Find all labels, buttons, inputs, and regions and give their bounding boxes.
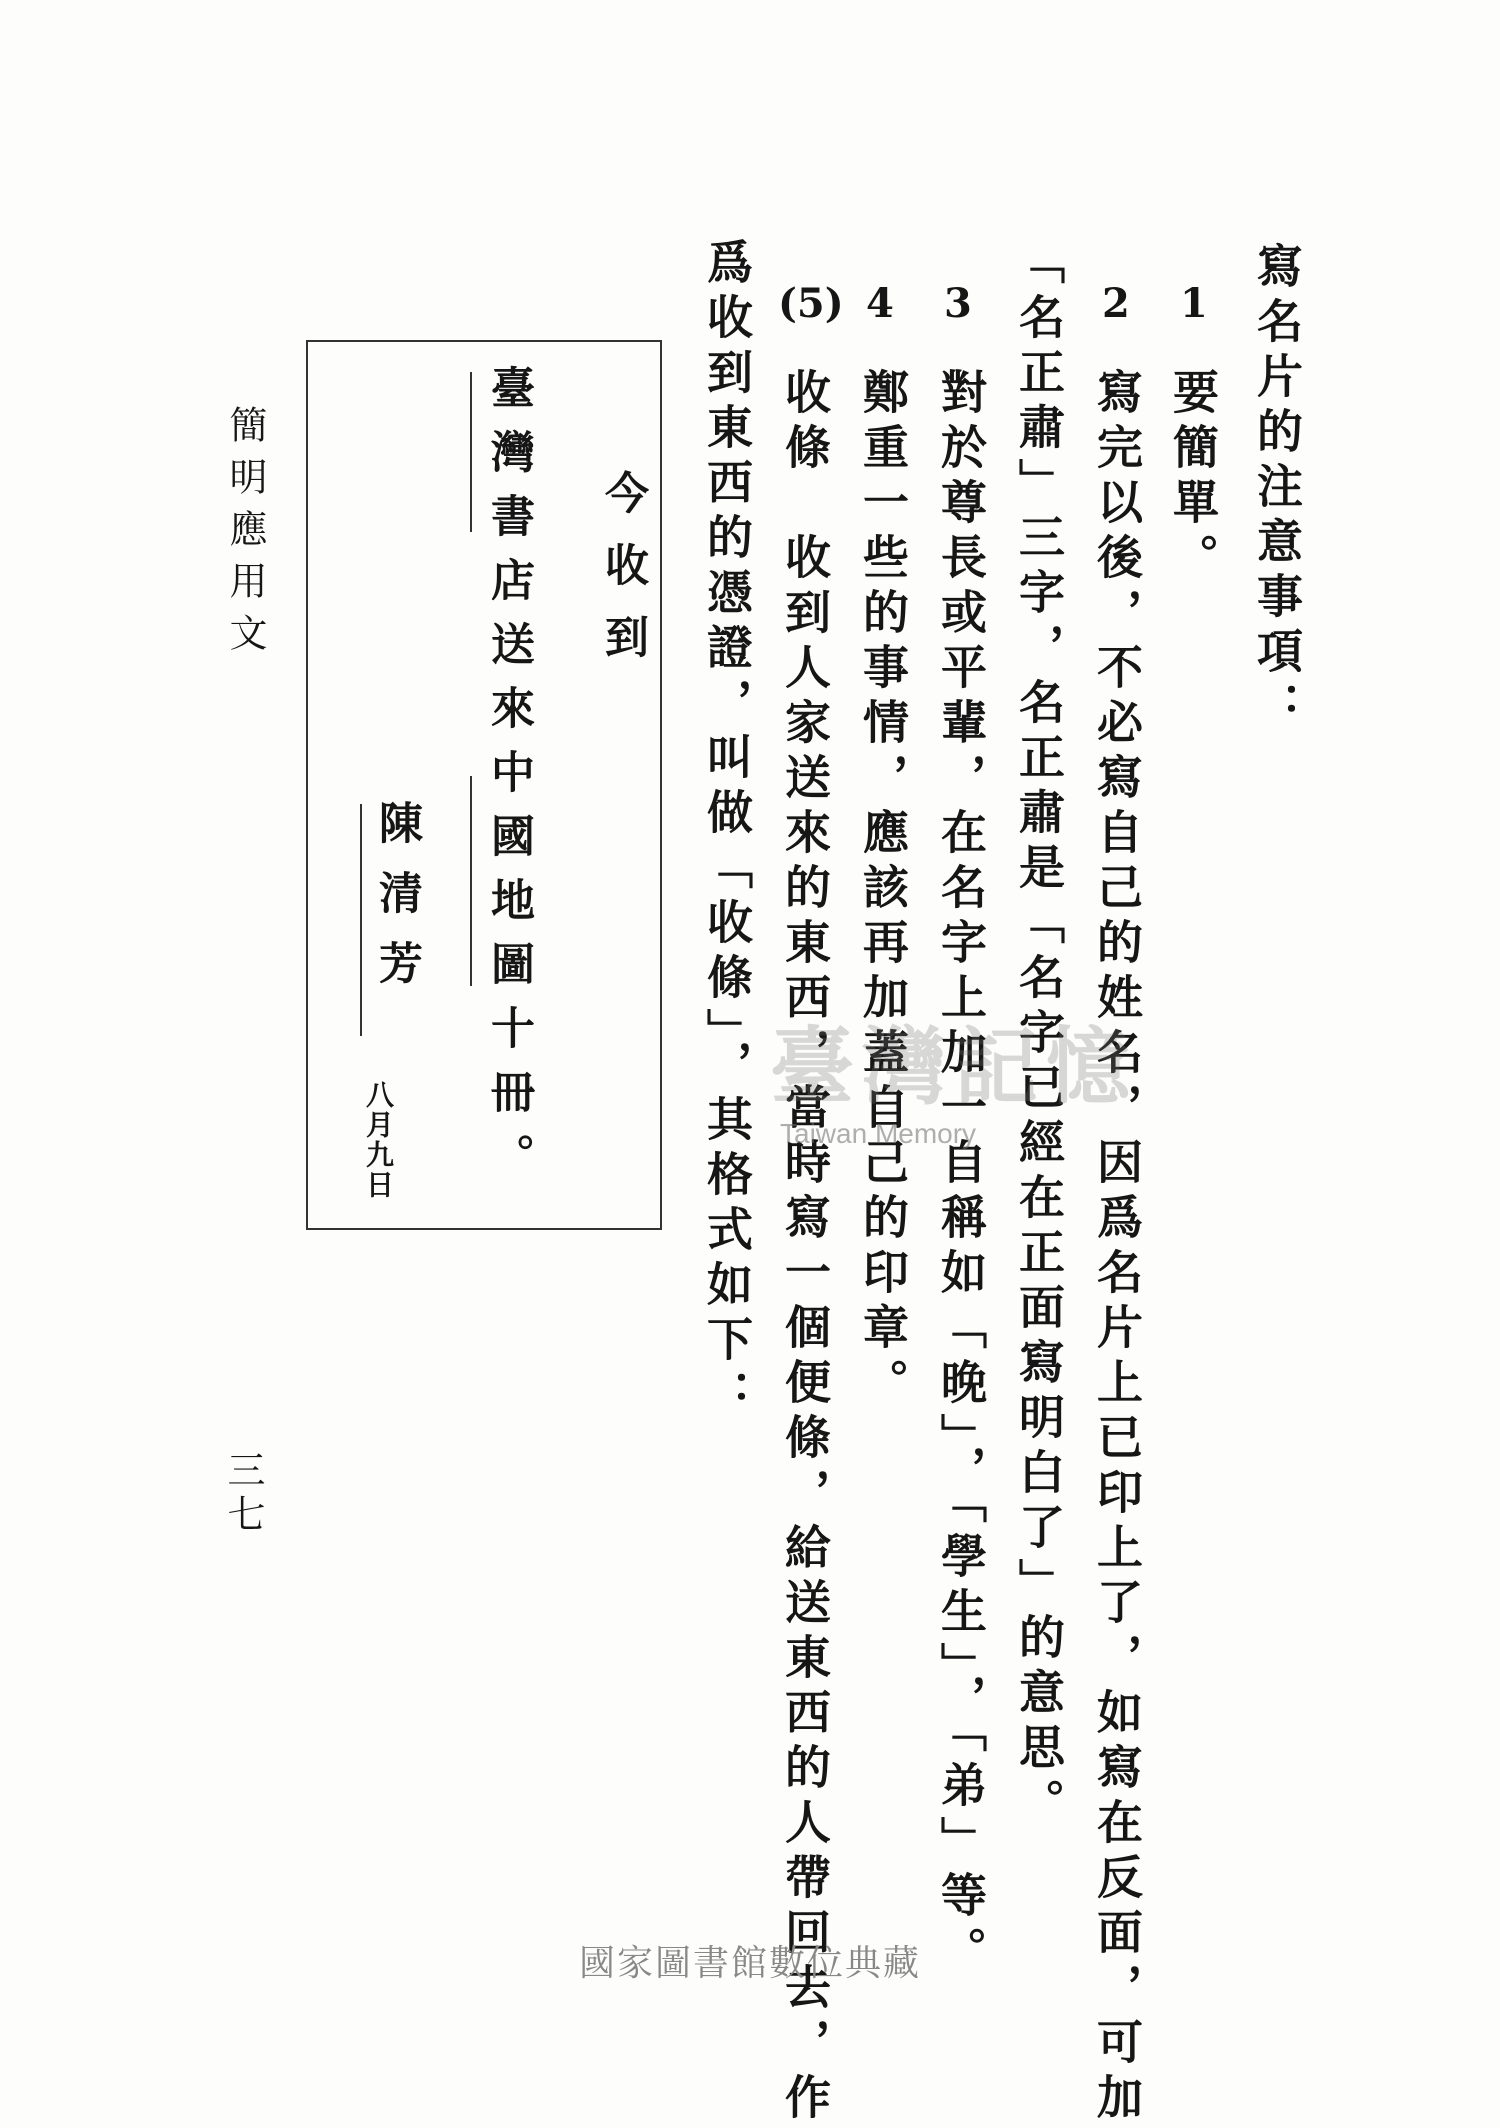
section-heading: 寫名片的注意事項： bbox=[1250, 242, 1304, 737]
item-number-1: 1 bbox=[1180, 280, 1208, 327]
receipt-body: 臺灣書店送來中國地圖十冊。 bbox=[483, 365, 534, 1197]
proper-noun-underline bbox=[470, 372, 472, 532]
item-number-5: (5) bbox=[778, 280, 844, 327]
item-3-text: 對於尊長或平輩，在名字上加一自稱如「晚」，「學生」，「弟」等。 bbox=[934, 368, 988, 1981]
book-title-underline bbox=[470, 776, 472, 986]
item-2-continued: 「名正肅」三字，名正肅是「名字已經在正面寫明白了」的意思。 bbox=[1012, 238, 1066, 1833]
item-number-3: 3 bbox=[944, 280, 972, 327]
item-5-text: 收條 收到人家送來的東西，當時寫一個便條，給送東西的人帶回去，作 bbox=[778, 368, 832, 2128]
page-number: 三七 bbox=[221, 1450, 265, 1538]
item-number-4: 4 bbox=[866, 280, 894, 327]
item-2-text: 寫完以後，不必寫自己的姓名，因爲名片上已印上了，如寫在反面，可加 bbox=[1090, 368, 1144, 2128]
receipt-signature: 陳清芳 bbox=[371, 800, 422, 1010]
item-number-2: 2 bbox=[1102, 280, 1130, 327]
item-4-text: 鄭重一些的事情，應該再加蓋自己的印章。 bbox=[856, 368, 910, 1413]
item-5-continued: 爲收到東西的憑證，叫做「收條」，其格式如下： bbox=[700, 238, 754, 1425]
name-underline bbox=[360, 804, 362, 1036]
archive-footer: 國家圖書館數位典藏 bbox=[578, 1943, 921, 1984]
item-1-text: 要簡單。 bbox=[1166, 368, 1220, 588]
receipt-date: 八月九日 bbox=[362, 1080, 395, 1200]
watermark-subtitle: Taiwan Memory bbox=[780, 1118, 977, 1149]
receipt-heading: 今收到 bbox=[597, 470, 648, 686]
running-title: 簡明應用文 bbox=[223, 405, 267, 665]
watermark-logo: 臺灣記憶 bbox=[770, 1017, 1139, 1116]
